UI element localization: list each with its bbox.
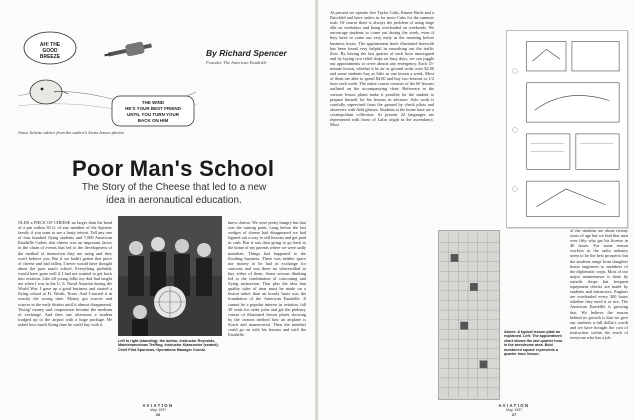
- magazine-name: AVIATION: [498, 403, 530, 408]
- byline: [206, 48, 306, 65]
- left-column-1: [18, 220, 112, 398]
- magazine-name: AVIATION: [142, 403, 174, 408]
- right-page: [318, 0, 634, 420]
- body-text: OLDS a PIECE OF CHEESE no larger than the head of a pin within 30 ft. of any member of the Spencer family if you want to see a hasty retreat. Tell any one of four hundred flying students and 7,000 American Eaudrille Cadets that cheese was an important factor in the chain of events that led to the development of the method of instruction they are using and they won't believe you. But if we hadn't gotten that piece of cheese and had fallen, I never would have thought about the poor man's school. Everything probably would have gone well if I had not wanted to get back into aviation. Like all young folks my dad had taught me when I was in the U. S. Naval Aviation during the World War. I gave up a good business and started a flying school at Ft. Worth, Texas. And I started it in exactly the wrong time. Money got scarcer and scarcer in the early thirties until it almost disappeared. 'Swing' money and cooperation became the medium of exchange. And then one afternoon a student trudged up to the airport with a huge package. He asked how much flying time he could buy with it.: [18, 220, 112, 327]
- left-page: [0, 0, 316, 420]
- lesson-plate-image: [438, 230, 500, 400]
- issue-date: May, 1937: [505, 408, 523, 412]
- right-column-2: [570, 228, 628, 398]
- article-subhead: The Story of the Cheese that led to a new idea in aeronautical education.: [81, 182, 267, 206]
- left-footer: [128, 403, 188, 417]
- svg-text:BREEZE: BREEZE: [39, 54, 61, 60]
- cartoon-illustration: [18, 26, 196, 134]
- svg-text:GOOD: GOOD: [42, 48, 58, 54]
- staff-photo: [118, 216, 222, 336]
- page-number: 27: [511, 412, 517, 417]
- svg-text:BACK ON HIM: BACK ON HIM: [137, 118, 169, 123]
- svg-text:UNTIL YOU TURN YOUR: UNTIL YOU TURN YOUR: [126, 112, 180, 117]
- right-column-1: [330, 10, 434, 224]
- body-text: At present we operate five Taylor Cubs, Kinner Birds and a Fairchild and have orders in for more Cubs for the summer rush. Of course there is always the problem of using large idle on weekdays and being overloaded on weekends. We encourage students to come out during the week, even if they have to come out very early in the morning before business hours. The appointment sheet illustrated herewith has been found very helpful in smoothing out the traffic flow. By having the last quarter of each hour unassigned and by laying two relief ships on busy days, we can juggle our appointments to cover almost any emergency. Each 15-minute lesson, whether it be air or ground work costs $2.00 and some students buy as little as one lesson a week. Most of them are able to spend $4.00 and buy two lessons or 1/2 hour each week. The entire course consists of the 60 lessons outlined on the accompanying chart. Reference to the various lesson plates make it possible for the student to prepare himself for his lessons in advance. Solo work is carefully supervised from the ground by check pilots and observers with field glasses. Students at the home base are a cosmopolitan collection. At present 22 languages are represented with those of Latin origin in the ascendancy. Most: [330, 10, 434, 128]
- svg-text:THE WIND: THE WIND: [141, 100, 165, 105]
- left-column-2: [228, 220, 306, 398]
- author-title: Founder, The American Eaudrille: [206, 60, 267, 65]
- photo-caption: Left to right (standing): the author, Instructor Reynolds, Maintenanceman Treffing, Instructor Klaasmeier (seated): Chief Pilot Spurrows, Operations Manager Curnal.: [118, 339, 219, 352]
- lesson-plate-caption: Above: A typical lesson plate as explained. Left: The appointment chart shows the last quarter hour in the aerodrome area. Bold numbered square represents a quarter hour lesson.: [504, 330, 563, 357]
- page-number: 26: [155, 412, 161, 417]
- cartoon-caption: Amos Juliette advice from the author's Swiss lesson photos: [18, 130, 124, 135]
- article-headline: Poor Man's School: [72, 156, 275, 181]
- right-footer: [484, 403, 544, 417]
- body-text: of the students are about twenty years of age but we find that men over fifty who get his license in 40 hours. For some reason workers in the radio industry seem to be the best prospects but the students range from slaughter house engineers to members of the diplomatic corps. Most of our major maintenance is done by outside shops but frequent equipment checks are made by students and instructors. Engines are overhauled every 300 hours whether they need it or not. The American Eaudrille is growing fast. We believe the reason behind its growth is that we give our students a full dollar's worth and we have brought the cost of instruction within the reach of everyone who has a job.: [570, 228, 628, 340]
- appointment-chart-image: [506, 30, 628, 228]
- body-text: knew cheese. We were pretty hungry but that was the turning point. Long before the last wedges of cheese had disappeared we had figured out a way to sell lessons and get paid in cash. But it was then going to go back to the home of my parents where we were sadly mistaken. Things had happened to the flooding business. There was neither space nor money to be had in exchange for cartoons and was there no wherewithal to buy either of them. Some serious thinking led to the combination of cartooning and flying instruction. That plus the idea that quality sales of time must be made on a lesson rather than an hourly basis was the foundation of the American Eaudrille. It cannot be a popular interest in aviation, fall 30 cents for cadet joins and get the plebiary course of illustrated lesson plates showing by the cartoon method how an airplane is flown and maneuvered. Then the member could go on with his lessons and with the Eaudrille.: [228, 220, 306, 338]
- svg-text:HE'S YOUR BEST FRIEND: HE'S YOUR BEST FRIEND: [125, 106, 181, 111]
- issue-date: May, 1937: [149, 408, 167, 412]
- cartoon-speech-top: AH! THE: [39, 42, 61, 48]
- author-name: By Richard Spencer: [206, 48, 287, 58]
